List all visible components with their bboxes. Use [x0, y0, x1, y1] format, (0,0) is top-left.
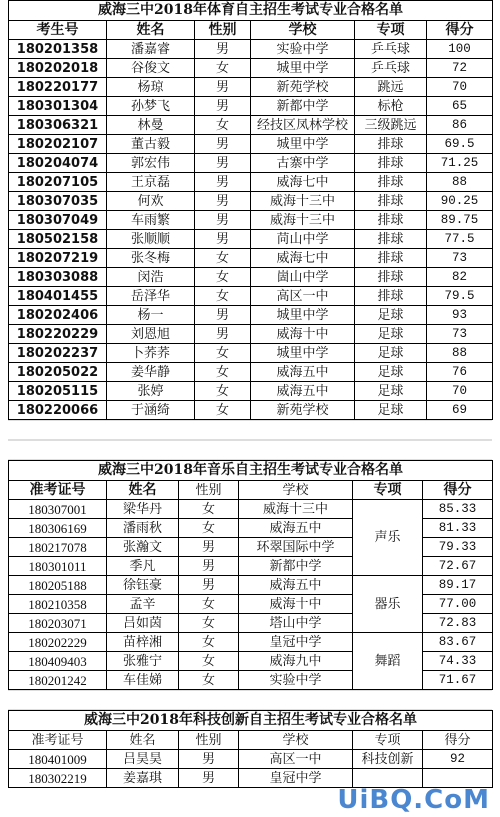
specialty-group-cell: 声乐	[353, 500, 423, 576]
table-cell: 高区一中	[239, 750, 353, 769]
table-cell: 180205115	[9, 382, 107, 401]
table-cell: 72.83	[423, 614, 493, 633]
table-cell: 180202018	[9, 59, 107, 78]
table-cell: 女	[179, 595, 239, 614]
table-cell: 88	[427, 344, 493, 363]
table-row	[9, 363, 493, 382]
table-cell: 180409403	[9, 652, 107, 671]
table-cell: 新都中学	[239, 557, 353, 576]
table-cell: 古寨中学	[251, 154, 355, 173]
table-cell: 女	[195, 344, 251, 363]
table-cell: 威海七中	[251, 173, 355, 192]
table-cell: 张婷	[107, 382, 195, 401]
table-cell: 新苑学校	[251, 401, 355, 420]
table-cell: 男	[195, 211, 251, 230]
table-cell: 足球	[355, 382, 427, 401]
column-header: 得分	[427, 21, 493, 40]
table-cell: 乒乓球	[355, 40, 427, 59]
table-cell: 180220229	[9, 325, 107, 344]
music-header-row	[9, 481, 493, 500]
table-cell: 威海十中	[239, 595, 353, 614]
table-cell: 180502158	[9, 230, 107, 249]
table-cell: 180306169	[9, 519, 107, 538]
blank-row	[8, 420, 492, 440]
table-cell: 经技区凤林学校	[251, 116, 355, 135]
table-row	[9, 78, 493, 97]
table-cell: 85.33	[423, 500, 493, 519]
table-row	[9, 192, 493, 211]
specialty-group-cell: 器乐	[353, 576, 423, 633]
table-cell: 100	[427, 40, 493, 59]
table-cell: 徐钰豪	[107, 576, 179, 595]
table-cell: 排球	[355, 287, 427, 306]
tech-admission-table	[8, 710, 493, 788]
table-cell: 72	[427, 59, 493, 78]
table-cell: 实验中学	[251, 40, 355, 59]
column-header: 专项	[355, 21, 427, 40]
table-cell: 排球	[355, 173, 427, 192]
table-cell: 足球	[355, 325, 427, 344]
table-cell: 于涵绮	[107, 401, 195, 420]
table-cell: 73	[427, 325, 493, 344]
sports-admission-table	[8, 0, 493, 420]
table-cell: 高区一中	[251, 287, 355, 306]
table-cell: 92	[423, 750, 493, 769]
table-cell: 男	[179, 557, 239, 576]
table-cell: 73	[427, 249, 493, 268]
table-cell: 环翠国际中学	[239, 538, 353, 557]
table-cell: 82	[427, 268, 493, 287]
table-cell: 威海十三中	[239, 500, 353, 519]
blank-row	[8, 690, 492, 710]
table-cell: 排球	[355, 135, 427, 154]
table-cell: 男	[195, 230, 251, 249]
table-cell: 男	[195, 78, 251, 97]
table-cell: 张冬梅	[107, 249, 195, 268]
table-cell: 70	[427, 382, 493, 401]
table-cell: 180307001	[9, 500, 107, 519]
table-cell: 180217078	[9, 538, 107, 557]
table-cell: 乒乓球	[355, 59, 427, 78]
table-cell: 89.75	[427, 211, 493, 230]
table-cell: 何欢	[107, 192, 195, 211]
table-row	[9, 249, 493, 268]
column-header: 姓名	[107, 21, 195, 40]
table-cell: 88	[427, 173, 493, 192]
table-cell: 180210358	[9, 595, 107, 614]
table-row	[9, 230, 493, 249]
table-row	[9, 500, 493, 519]
table-cell: 79.5	[427, 287, 493, 306]
table-row	[9, 135, 493, 154]
table-cell: 威海五中	[251, 363, 355, 382]
table-cell: 女	[179, 671, 239, 690]
table-row	[9, 344, 493, 363]
table-cell: 城里中学	[251, 344, 355, 363]
table-cell: 刘恩旭	[107, 325, 195, 344]
table-cell: 新都中学	[251, 97, 355, 116]
table-cell: 季凡	[107, 557, 179, 576]
table-cell: 孙梦飞	[107, 97, 195, 116]
table-cell: 三级跳远	[355, 116, 427, 135]
table-cell: 潘雨秋	[107, 519, 179, 538]
table-cell: 180202107	[9, 135, 107, 154]
table-cell: 180205022	[9, 363, 107, 382]
table-cell: 83.67	[423, 633, 493, 652]
table-row	[9, 287, 493, 306]
table-cell: 180201242	[9, 671, 107, 690]
column-header: 准考证号	[9, 731, 107, 750]
table-cell: 闵浩	[107, 268, 195, 287]
table-cell: 吕昊昊	[107, 750, 179, 769]
table-row	[9, 382, 493, 401]
table-cell: 76	[427, 363, 493, 382]
sports-header-row	[9, 21, 493, 40]
table-cell: 张雅宁	[107, 652, 179, 671]
table-cell: 180205188	[9, 576, 107, 595]
table-row	[9, 154, 493, 173]
table-cell: 城里中学	[251, 135, 355, 154]
table-cell: 180302219	[9, 769, 107, 788]
table-cell: 女	[195, 116, 251, 135]
table-cell: 跳远	[355, 78, 427, 97]
table-cell: 杨一	[107, 306, 195, 325]
table-cell: 89.17	[423, 576, 493, 595]
table-cell: 张顺顺	[107, 230, 195, 249]
table-cell: 65	[427, 97, 493, 116]
table-cell: 180301011	[9, 557, 107, 576]
table-cell: 车佳娣	[107, 671, 179, 690]
table-row	[9, 401, 493, 420]
table-cell: 足球	[355, 401, 427, 420]
table-cell: 180307035	[9, 192, 107, 211]
table-row	[9, 750, 493, 769]
table-cell: 69	[427, 401, 493, 420]
table-cell: 苘山中学	[251, 230, 355, 249]
table-cell: 威海七中	[251, 249, 355, 268]
music-table-title: 威海三中2018年音乐自主招生考试专业合格名单	[9, 461, 493, 481]
table-row	[9, 173, 493, 192]
table-cell: 180207219	[9, 249, 107, 268]
table-cell: 杨琼	[107, 78, 195, 97]
table-cell: 93	[427, 306, 493, 325]
table-cell: 男	[195, 97, 251, 116]
table-cell: 女	[179, 519, 239, 538]
table-cell: 180401009	[9, 750, 107, 769]
table-row	[9, 211, 493, 230]
table-row	[9, 633, 493, 652]
table-cell: 威海十三中	[251, 211, 355, 230]
table-cell: 岳泽华	[107, 287, 195, 306]
table-row	[9, 325, 493, 344]
table-cell: 女	[195, 268, 251, 287]
table-cell: 威海五中	[251, 382, 355, 401]
table-cell: 180204074	[9, 154, 107, 173]
table-cell: 城里中学	[251, 59, 355, 78]
column-header: 学校	[251, 21, 355, 40]
column-header: 姓名	[107, 731, 179, 750]
table-row	[9, 268, 493, 287]
table-cell: 女	[195, 363, 251, 382]
table-cell: 男	[195, 154, 251, 173]
column-header: 考生号	[9, 21, 107, 40]
table-cell: 180203071	[9, 614, 107, 633]
table-cell: 谷俊文	[107, 59, 195, 78]
table-cell: 男	[195, 192, 251, 211]
table-cell: 男	[195, 173, 251, 192]
table-cell: 姜嘉琪	[107, 769, 179, 788]
table-cell: 董古毅	[107, 135, 195, 154]
table-cell: 排球	[355, 192, 427, 211]
table-cell: 威海十三中	[251, 192, 355, 211]
column-header: 专项	[353, 731, 423, 750]
table-cell: 梁华丹	[107, 500, 179, 519]
column-header: 性别	[179, 481, 239, 500]
table-cell: 女	[195, 249, 251, 268]
table-cell: 新苑学校	[251, 78, 355, 97]
column-header: 准考证号	[9, 481, 107, 500]
table-cell: 女	[195, 59, 251, 78]
table-row	[9, 97, 493, 116]
table-cell: 排球	[355, 249, 427, 268]
column-header: 性别	[179, 731, 239, 750]
table-cell: 城里中学	[251, 306, 355, 325]
table-cell: 180207105	[9, 173, 107, 192]
table-cell: 足球	[355, 306, 427, 325]
table-cell: 180220177	[9, 78, 107, 97]
site-watermark: UiBQ.CoM	[337, 785, 490, 815]
table-cell: 女	[179, 652, 239, 671]
table-cell: 180201358	[9, 40, 107, 59]
table-cell: 70	[427, 78, 493, 97]
table-cell: 180303088	[9, 268, 107, 287]
table-cell: 180306321	[9, 116, 107, 135]
table-row	[9, 306, 493, 325]
table-cell: 86	[427, 116, 493, 135]
table-cell: 180220066	[9, 401, 107, 420]
table-cell: 潘嘉睿	[107, 40, 195, 59]
table-cell: 车雨繁	[107, 211, 195, 230]
table-cell: 180202229	[9, 633, 107, 652]
table-cell: 孟辛	[107, 595, 179, 614]
table-cell: 女	[179, 614, 239, 633]
table-cell: 男	[195, 40, 251, 59]
column-header: 得分	[423, 731, 493, 750]
table-cell: 标枪	[355, 97, 427, 116]
table-cell: 足球	[355, 363, 427, 382]
blank-row	[8, 440, 492, 460]
column-header: 学校	[239, 481, 353, 500]
table-cell: 男	[179, 538, 239, 557]
table-cell: 180301304	[9, 97, 107, 116]
table-cell: 180307049	[9, 211, 107, 230]
table-cell: 男	[195, 325, 251, 344]
table-cell: 塔山中学	[239, 614, 353, 633]
table-cell: 69.5	[427, 135, 493, 154]
table-row	[9, 40, 493, 59]
table-row	[9, 59, 493, 78]
table-cell: 排球	[355, 211, 427, 230]
table-cell: 卜荞荞	[107, 344, 195, 363]
table-cell: 71.25	[427, 154, 493, 173]
specialty-group-cell: 舞蹈	[353, 633, 423, 690]
table-cell: 排球	[355, 230, 427, 249]
table-cell: 足球	[355, 344, 427, 363]
table-cell: 男	[195, 135, 251, 154]
table-cell: 180202406	[9, 306, 107, 325]
table-cell: 81.33	[423, 519, 493, 538]
table-cell: 180401455	[9, 287, 107, 306]
table-cell: 排球	[355, 154, 427, 173]
table-cell: 皇冠中学	[239, 633, 353, 652]
table-cell: 180202237	[9, 344, 107, 363]
table-cell: 威海五中	[239, 519, 353, 538]
table-cell: 张瀚文	[107, 538, 179, 557]
table-cell: 女	[179, 633, 239, 652]
table-cell: 郭宏伟	[107, 154, 195, 173]
table-cell: 79.33	[423, 538, 493, 557]
table-cell: 吕如茵	[107, 614, 179, 633]
table-cell: 威海五中	[239, 576, 353, 595]
table-cell: 苗梓湘	[107, 633, 179, 652]
table-cell: 男	[195, 306, 251, 325]
table-cell: 74.33	[423, 652, 493, 671]
table-cell: 女	[179, 500, 239, 519]
table-cell: 女	[195, 401, 251, 420]
table-cell: 实验中学	[239, 671, 353, 690]
column-header: 姓名	[107, 481, 179, 500]
table-cell: 77.5	[427, 230, 493, 249]
table-cell: 女	[195, 287, 251, 306]
table-cell: 姜华静	[107, 363, 195, 382]
music-admission-table	[8, 460, 493, 690]
table-cell: 女	[195, 382, 251, 401]
table-cell: 90.25	[427, 192, 493, 211]
table-cell: 71.67	[423, 671, 493, 690]
table-cell: 王京磊	[107, 173, 195, 192]
table-row	[9, 116, 493, 135]
table-cell: 排球	[355, 268, 427, 287]
table-cell: 科技创新	[353, 750, 423, 769]
table-cell: 77.00	[423, 595, 493, 614]
sports-table-title: 威海三中2018年体育自主招生考试专业合格名单	[9, 1, 493, 21]
column-header: 得分	[423, 481, 493, 500]
table-cell: 林曼	[107, 116, 195, 135]
table-cell: 男	[179, 750, 239, 769]
table-cell: 皇冠中学	[239, 769, 353, 788]
tech-header-row	[9, 731, 493, 750]
table-cell: 威海十中	[251, 325, 355, 344]
table-cell: 男	[179, 576, 239, 595]
column-header: 学校	[239, 731, 353, 750]
table-cell: 威海九中	[239, 652, 353, 671]
column-header: 性别	[195, 21, 251, 40]
table-cell: 崮山中学	[251, 268, 355, 287]
table-cell: 72.67	[423, 557, 493, 576]
tech-table-title: 威海三中2018年科技创新自主招生考试专业合格名单	[9, 711, 493, 731]
table-cell: 男	[179, 769, 239, 788]
column-header: 专项	[353, 481, 423, 500]
table-row	[9, 576, 493, 595]
